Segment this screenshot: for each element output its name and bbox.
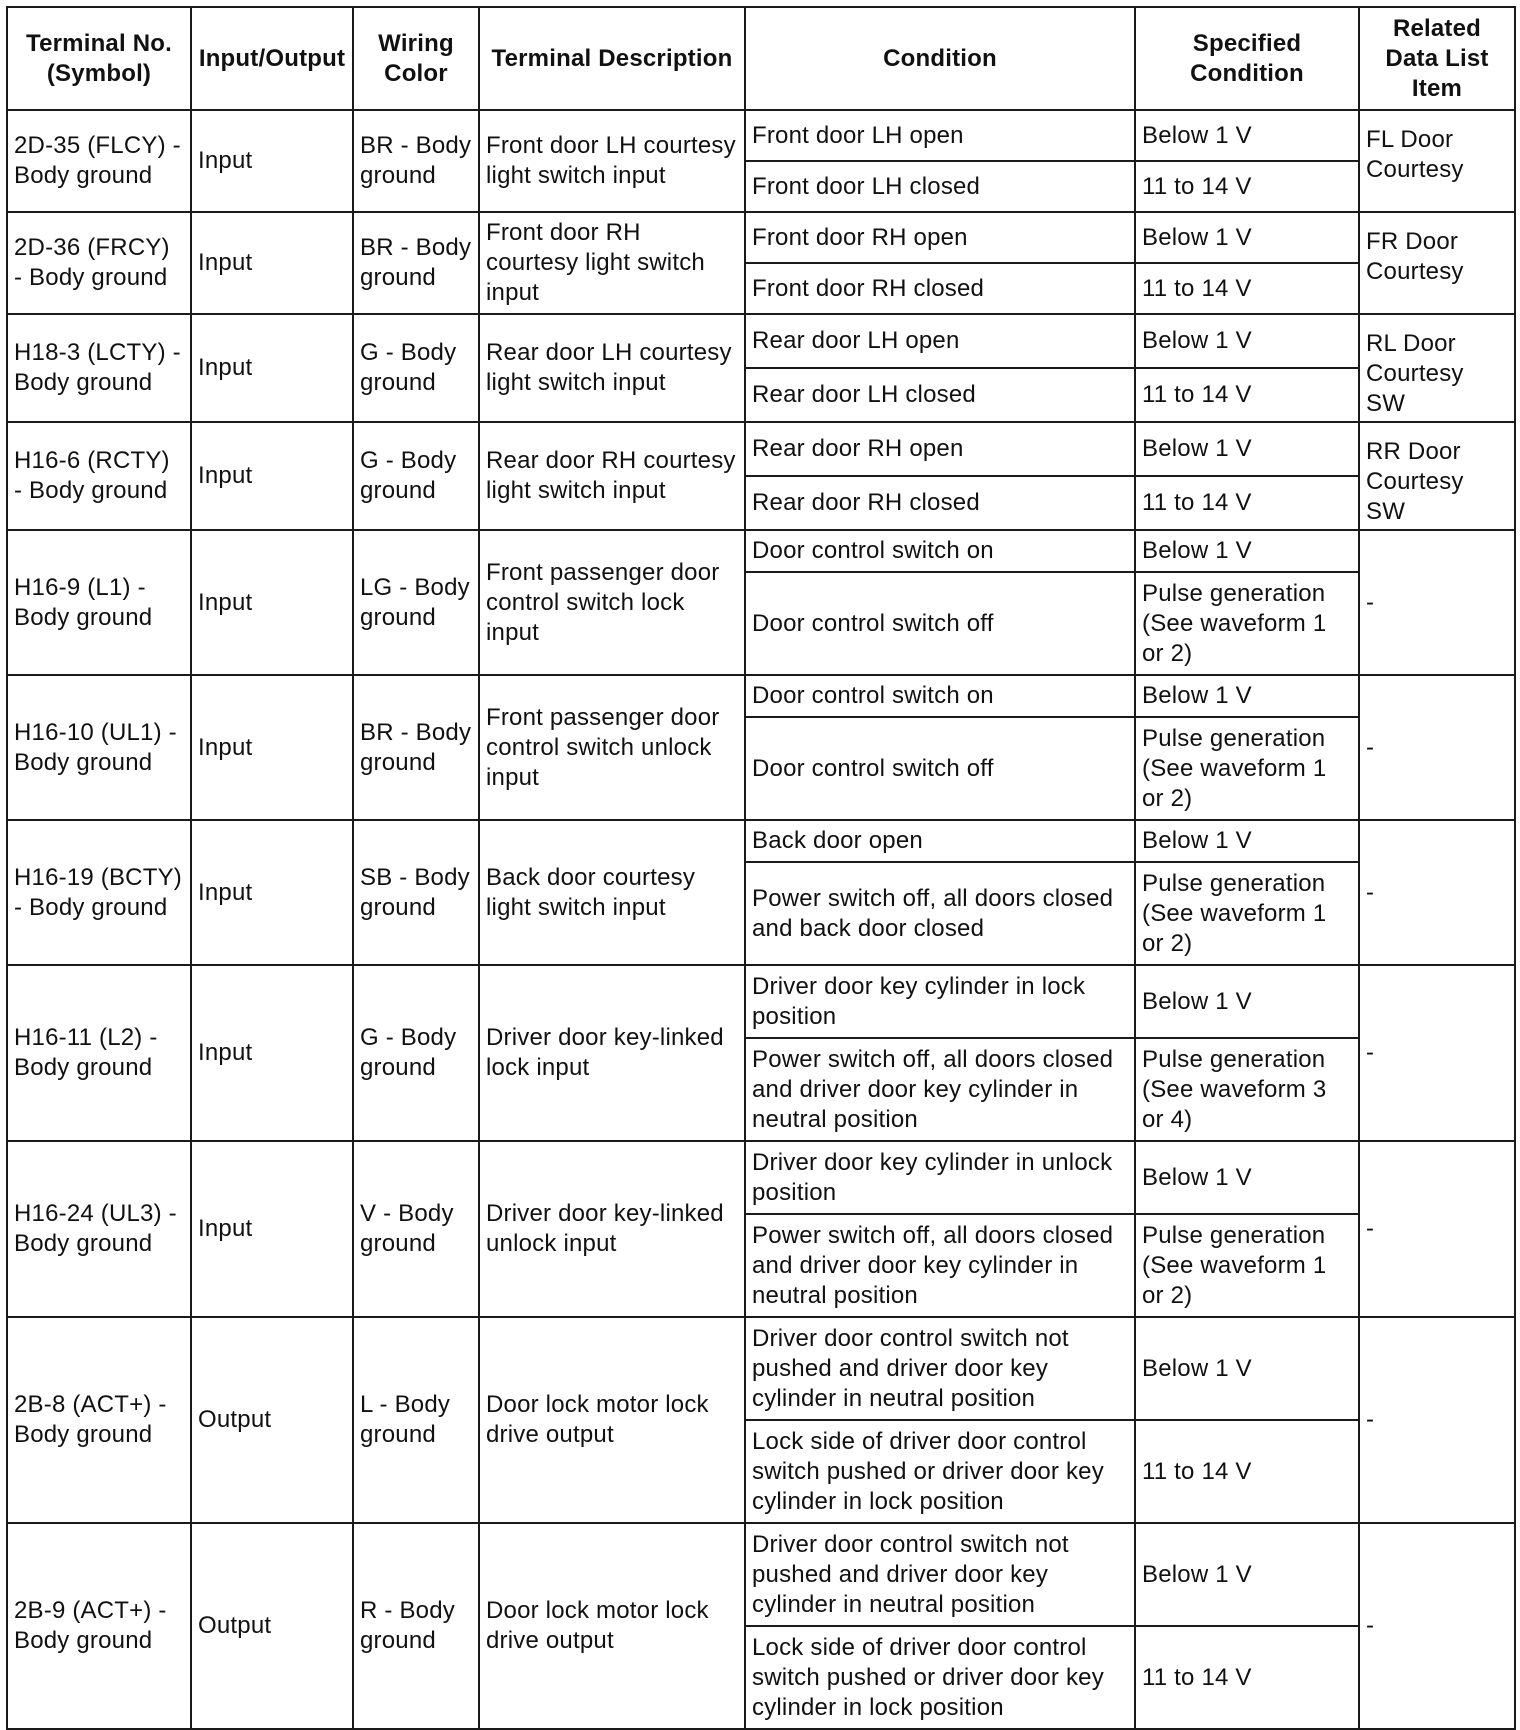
condition-cell: Back door open — [745, 820, 1135, 862]
related-item-cell: - — [1359, 530, 1515, 675]
spec-cell: Below 1 V — [1135, 965, 1359, 1038]
spec-cell: Pulse generation (See waveform 3 or 4) — [1135, 1038, 1359, 1141]
io-cell: Input — [191, 422, 353, 530]
condition-cell: Driver door control switch not pushed and driver door key cylinder in neutral position — [745, 1523, 1135, 1626]
condition-cell: Front door LH closed — [745, 161, 1135, 212]
related-item-cell: - — [1359, 675, 1515, 820]
table-row — [7, 1317, 1515, 1420]
spec-cell: 11 to 14 V — [1135, 368, 1359, 422]
condition-cell: Door control switch on — [745, 675, 1135, 717]
spec-cell: 11 to 14 V — [1135, 263, 1359, 314]
description-cell: Rear door LH courtesy light switch input — [479, 314, 745, 422]
spec-cell: 11 to 14 V — [1135, 1626, 1359, 1729]
spec-cell: Pulse generation (See waveform 1 or 2) — [1135, 572, 1359, 675]
condition-cell: Door control switch on — [745, 530, 1135, 572]
related-item-cell: - — [1359, 1523, 1515, 1729]
io-cell: Input — [191, 314, 353, 422]
table-row — [7, 212, 1515, 263]
condition-cell: Rear door LH open — [745, 314, 1135, 368]
terminal-cell: H16-11 (L2) - Body ground — [7, 965, 191, 1141]
condition-cell: Lock side of driver door control switch pushed or driver door key cylinder in lock position — [745, 1626, 1135, 1729]
io-cell: Input — [191, 965, 353, 1141]
related-item-cell: - — [1359, 820, 1515, 965]
condition-cell: Driver door control switch not pushed and driver door key cylinder in neutral position — [745, 1317, 1135, 1420]
description-cell: Driver door key-linked unlock input — [479, 1141, 745, 1317]
wiring-color-cell: BR - Body ground — [353, 110, 479, 212]
spec-cell: 11 to 14 V — [1135, 476, 1359, 530]
spec-cell: Below 1 V — [1135, 314, 1359, 368]
spec-cell: Below 1 V — [1135, 675, 1359, 717]
table-row — [7, 675, 1515, 717]
description-cell: Front door RH courtesy light switch input — [479, 212, 745, 314]
terminal-cell: 2B-8 (ACT+) - Body ground — [7, 1317, 191, 1523]
wiring-color-cell: BR - Body ground — [353, 212, 479, 314]
related-item-cell: - — [1359, 965, 1515, 1141]
description-cell: Front passenger door control switch unlock input — [479, 675, 745, 820]
wiring-color-cell: SB - Body ground — [353, 820, 479, 965]
io-cell: Input — [191, 675, 353, 820]
io-cell: Input — [191, 1141, 353, 1317]
io-cell: Input — [191, 530, 353, 675]
table-row — [7, 1523, 1515, 1626]
description-cell: Front passenger door control switch lock input — [479, 530, 745, 675]
io-cell: Output — [191, 1317, 353, 1523]
terminal-spec-table — [6, 6, 1516, 1730]
header-desc: Terminal Description — [479, 7, 745, 110]
wiring-color-cell: V - Body ground — [353, 1141, 479, 1317]
spec-cell: Below 1 V — [1135, 110, 1359, 161]
wiring-color-cell: BR - Body ground — [353, 675, 479, 820]
description-cell: Door lock motor lock drive output — [479, 1317, 745, 1523]
terminal-cell: H16-6 (RCTY) - Body ground — [7, 422, 191, 530]
description-cell: Door lock motor lock drive output — [479, 1523, 745, 1729]
wiring-color-cell: LG - Body ground — [353, 530, 479, 675]
condition-cell: Lock side of driver door control switch pushed or driver door key cylinder in lock position — [745, 1420, 1135, 1523]
terminal-cell: H16-24 (UL3) - Body ground — [7, 1141, 191, 1317]
spec-cell: Below 1 V — [1135, 820, 1359, 862]
terminal-cell: 2D-35 (FLCY) - Body ground — [7, 110, 191, 212]
terminal-cell: 2D-36 (FRCY) - Body ground — [7, 212, 191, 314]
table-row — [7, 314, 1515, 368]
header-terminal: Terminal No. (Symbol) — [7, 7, 191, 110]
table-row — [7, 110, 1515, 161]
io-cell: Input — [191, 110, 353, 212]
condition-cell: Door control switch off — [745, 572, 1135, 675]
spec-cell: Below 1 V — [1135, 1317, 1359, 1420]
condition-cell: Rear door RH open — [745, 422, 1135, 476]
condition-cell: Power switch off, all doors closed and back door closed — [745, 862, 1135, 965]
wiring-color-cell: G - Body ground — [353, 422, 479, 530]
condition-cell: Rear door RH closed — [745, 476, 1135, 530]
wiring-color-cell: R - Body ground — [353, 1523, 479, 1729]
condition-cell: Power switch off, all doors closed and driver door key cylinder in neutral position — [745, 1038, 1135, 1141]
condition-cell: Front door LH open — [745, 110, 1135, 161]
description-cell: Back door courtesy light switch input — [479, 820, 745, 965]
condition-cell: Front door RH open — [745, 212, 1135, 263]
related-item-cell: RR Door Courtesy SW — [1359, 422, 1515, 530]
terminal-cell: 2B-9 (ACT+) - Body ground — [7, 1523, 191, 1729]
header-spec: Specified Condition — [1135, 7, 1359, 110]
terminal-cell: H18-3 (LCTY) - Body ground — [7, 314, 191, 422]
description-cell: Driver door key-linked lock input — [479, 965, 745, 1141]
related-item-cell: - — [1359, 1141, 1515, 1317]
spec-cell: Pulse generation (See waveform 1 or 2) — [1135, 717, 1359, 820]
spec-cell: 11 to 14 V — [1135, 161, 1359, 212]
spec-cell: Pulse generation (See waveform 1 or 2) — [1135, 1214, 1359, 1317]
table-row — [7, 1141, 1515, 1214]
table-row — [7, 422, 1515, 476]
terminal-cell: H16-9 (L1) - Body ground — [7, 530, 191, 675]
terminal-cell: H16-10 (UL1) - Body ground — [7, 675, 191, 820]
condition-cell: Driver door key cylinder in lock position — [745, 965, 1135, 1038]
spec-cell: Below 1 V — [1135, 422, 1359, 476]
related-item-cell: FL Door Courtesy — [1359, 110, 1515, 212]
header-io: Input/Output — [191, 7, 353, 110]
related-item-cell: - — [1359, 1317, 1515, 1523]
header-related: Related Data List Item — [1359, 7, 1515, 110]
wiring-color-cell: L - Body ground — [353, 1317, 479, 1523]
condition-cell: Front door RH closed — [745, 263, 1135, 314]
condition-cell: Rear door LH closed — [745, 368, 1135, 422]
spec-cell: Below 1 V — [1135, 212, 1359, 263]
spec-cell: Below 1 V — [1135, 1523, 1359, 1626]
io-cell: Output — [191, 1523, 353, 1729]
condition-cell: Driver door key cylinder in unlock position — [745, 1141, 1135, 1214]
spec-cell: Below 1 V — [1135, 530, 1359, 572]
description-cell: Rear door RH courtesy light switch input — [479, 422, 745, 530]
header-row — [7, 7, 1515, 110]
io-cell: Input — [191, 820, 353, 965]
table-row — [7, 965, 1515, 1038]
description-cell: Front door LH courtesy light switch input — [479, 110, 745, 212]
spec-cell: Pulse generation (See waveform 1 or 2) — [1135, 862, 1359, 965]
spec-cell: Below 1 V — [1135, 1141, 1359, 1214]
related-item-cell: FR Door Courtesy — [1359, 212, 1515, 314]
table-row — [7, 530, 1515, 572]
wiring-color-cell: G - Body ground — [353, 314, 479, 422]
header-condition: Condition — [745, 7, 1135, 110]
condition-cell: Power switch off, all doors closed and driver door key cylinder in neutral position — [745, 1214, 1135, 1317]
io-cell: Input — [191, 212, 353, 314]
header-color: Wiring Color — [353, 7, 479, 110]
spec-cell: 11 to 14 V — [1135, 1420, 1359, 1523]
wiring-color-cell: G - Body ground — [353, 965, 479, 1141]
condition-cell: Door control switch off — [745, 717, 1135, 820]
table-row — [7, 820, 1515, 862]
related-item-cell: RL Door Courtesy SW — [1359, 314, 1515, 422]
terminal-cell: H16-19 (BCTY) - Body ground — [7, 820, 191, 965]
